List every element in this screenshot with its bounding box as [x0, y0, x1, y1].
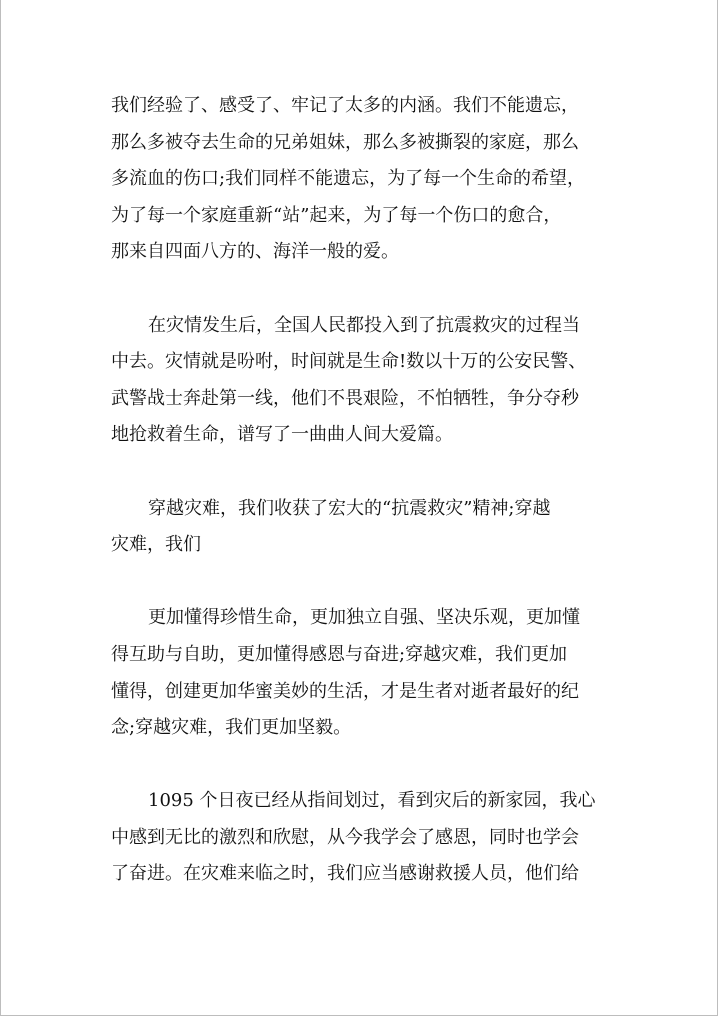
text-line: 中感到无比的激烈和欣慰，从今我学会了感恩，同时也学会 [111, 826, 579, 848]
paragraph-1 [111, 88, 611, 271]
text-line: 穿越灾难，我们收获了宏大的“抗震救灾”精神;穿越 [148, 497, 551, 519]
text-line: 1095 个日夜已经从指间划过，看到灾后的新家园，我心 [148, 790, 596, 812]
document-body [111, 88, 611, 930]
text-line: 武警战士奔赴第一线，他们不畏艰险，不怕牺牲，争分夺秒 [111, 387, 579, 409]
text-line: 在灾情发生后，全国人民都投入到了抗震救灾的过程当 [148, 314, 580, 336]
text-line: 为了每一个家庭重新“站”起来，为了每一个伤口的愈合， [111, 204, 562, 226]
text-line: 中去。灾情就是吩咐，时间就是生命!数以十万的公安民警、 [111, 351, 587, 373]
text-line: 我们经验了、感受了、牢记了太多的内涵。我们不能遗忘， [111, 95, 579, 116]
paragraph-2 [111, 308, 611, 454]
text-line: 懂得，创建更加华蜜美妙的生活，才是生者对逝者最好的纪 [111, 680, 579, 702]
paragraph-4 [111, 600, 611, 746]
text-line: 那来自四面八方的、海洋一般的爱。 [111, 241, 399, 263]
text-line: 那么多被夺去生命的兄弟姐妹，那么多被撕裂的家庭，那么 [111, 131, 579, 153]
text-line: 念;穿越灾难，我们更加坚毅。 [111, 717, 352, 739]
paragraph-3 [111, 491, 611, 564]
text-line: 了奋进。在灾难来临之时，我们应当感谢救援人员，他们给 [111, 863, 579, 885]
paragraph-5 [111, 783, 611, 893]
text-line: 更加懂得珍惜生命，更加独立自强、坚决乐观，更加懂 [148, 607, 580, 629]
text-line: 地抢救着生命，谱写了一曲曲人间大爱篇。 [111, 424, 453, 446]
text-line: 多流血的伤口;我们同样不能遗忘，为了每一个生命的希望， [111, 168, 586, 190]
text-line: 得互助与自助，更加懂得感恩与奋进;穿越灾难，我们更加 [111, 643, 568, 665]
text-line: 灾难，我们 [111, 534, 201, 556]
